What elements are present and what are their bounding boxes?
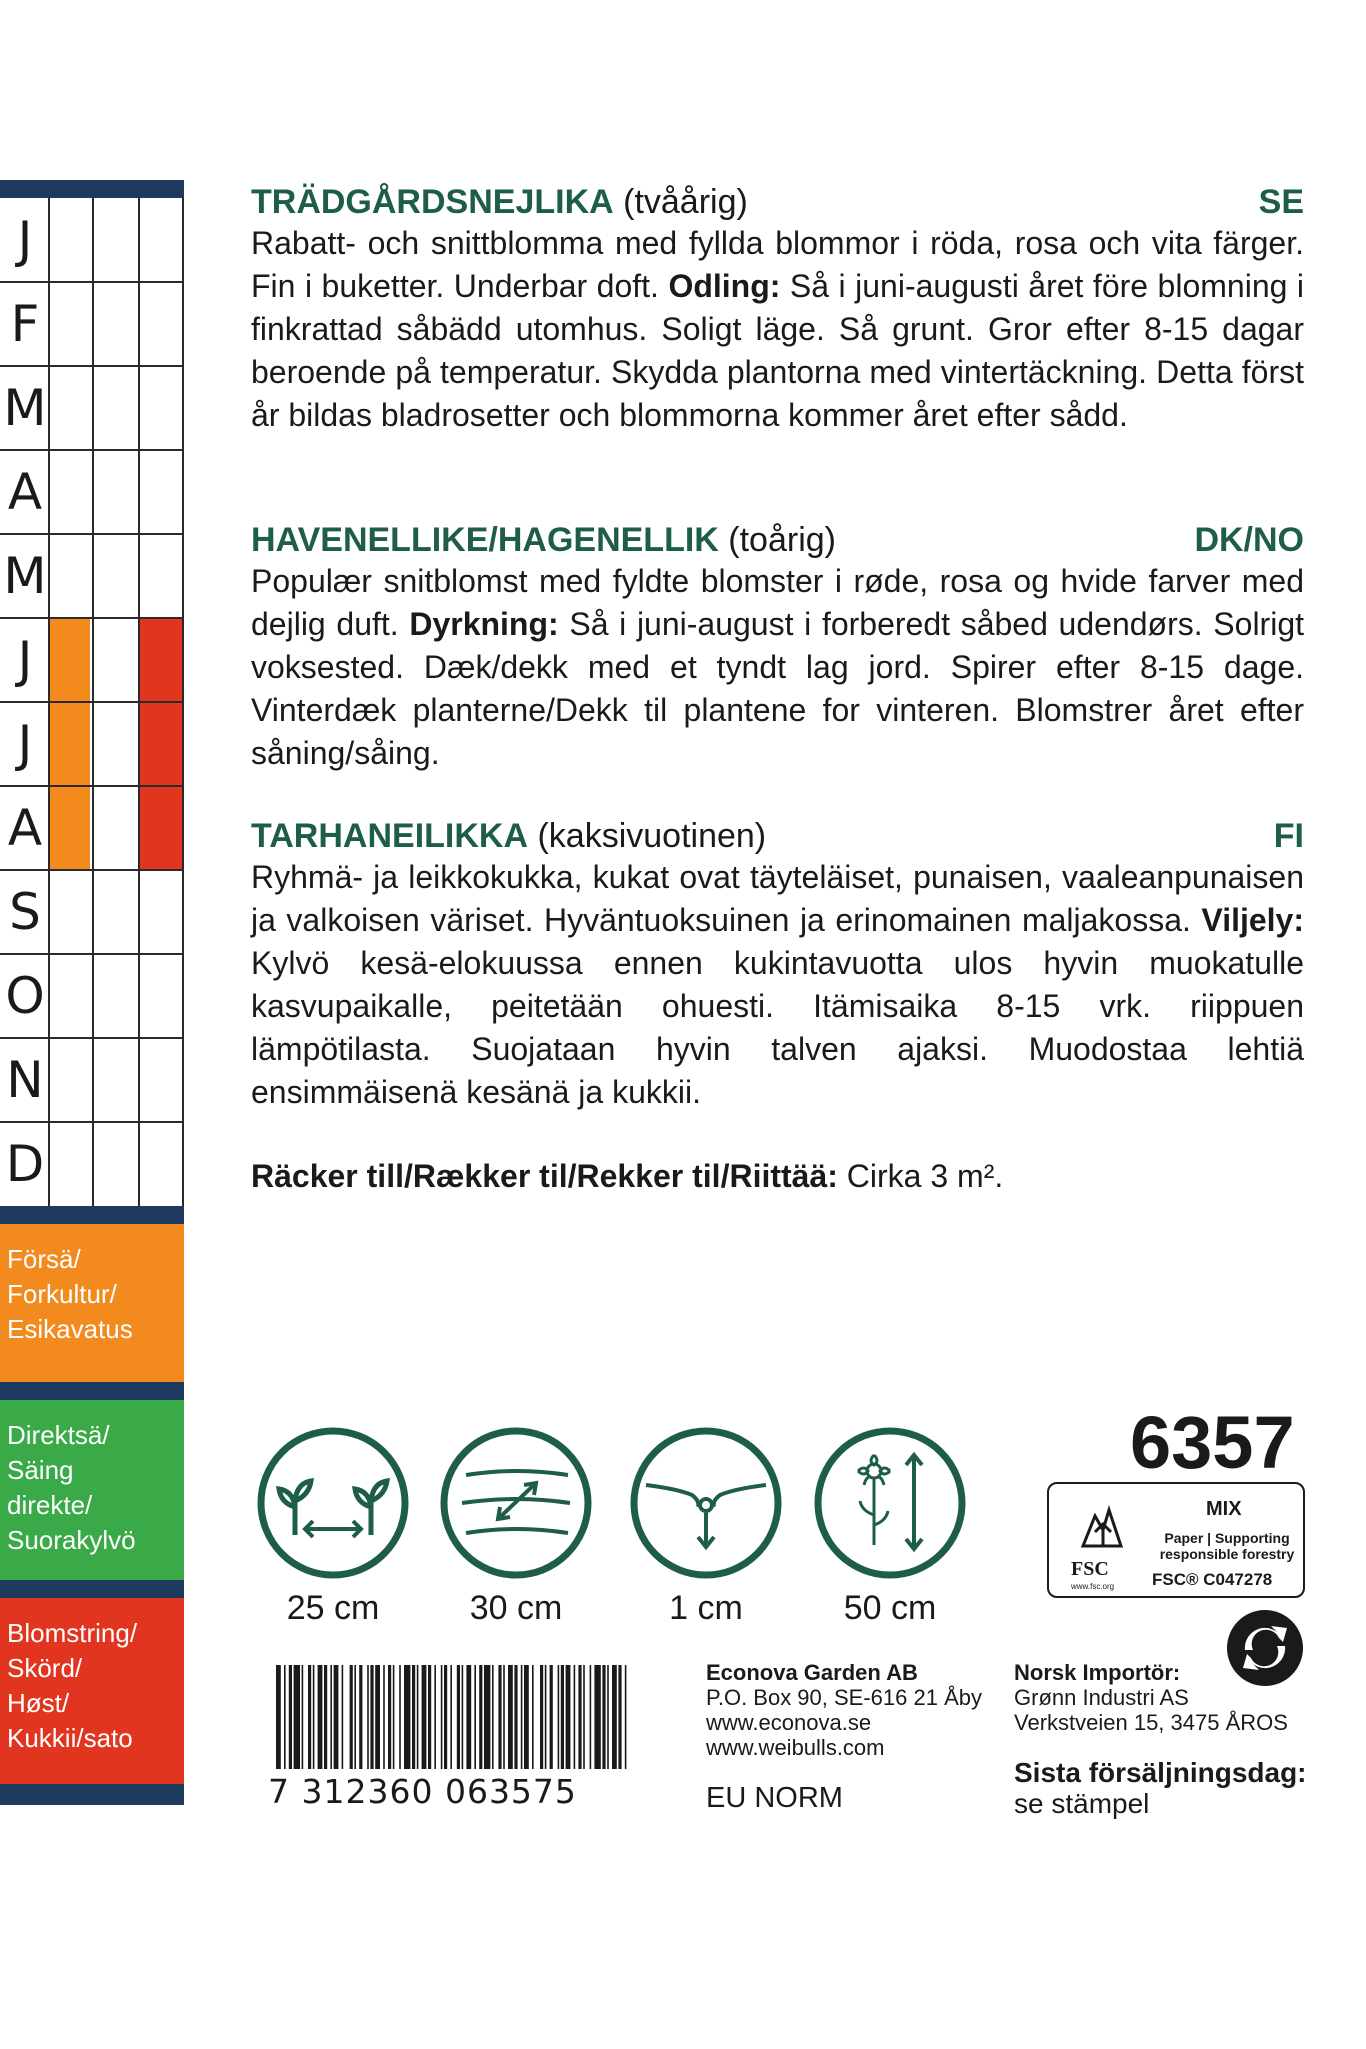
barcode-bar bbox=[393, 1665, 395, 1769]
barcode-bar bbox=[558, 1665, 560, 1769]
calendar-divider-bar bbox=[0, 1580, 184, 1598]
grid-line bbox=[0, 785, 184, 787]
section-swedish bbox=[251, 182, 1304, 437]
barcode-bar bbox=[583, 1665, 585, 1769]
legend-text: Blomstring/ bbox=[7, 1618, 138, 1648]
barcode-bar bbox=[289, 1665, 292, 1769]
row-spacing-icon bbox=[438, 1425, 594, 1581]
barcode-bar bbox=[404, 1665, 410, 1769]
barcode-bar bbox=[375, 1665, 380, 1769]
barcode-bar bbox=[514, 1665, 517, 1769]
company-name: Econova Garden AB bbox=[706, 1660, 918, 1685]
grid-line bbox=[0, 1121, 184, 1123]
grid-line bbox=[138, 198, 140, 1212]
barcode-bar bbox=[370, 1665, 373, 1769]
section-danish-norwegian bbox=[251, 520, 1304, 775]
sowing-calendar bbox=[0, 180, 184, 1823]
legend-text: Direktsä/ bbox=[7, 1420, 110, 1450]
barcode-bar bbox=[618, 1665, 621, 1769]
fsc-mix: MIX bbox=[1206, 1498, 1242, 1520]
description: Rabatt- och snittblomma med fyllda blommor i röda, rosa och vita färger. Fin i buketter. Underbar doft. bbox=[251, 225, 1304, 304]
month-label: J bbox=[17, 631, 33, 689]
barcode-icon bbox=[268, 1665, 638, 1775]
grid-line bbox=[92, 198, 94, 1212]
language-code: FI bbox=[1273, 817, 1304, 855]
legend-text: Säing bbox=[7, 1455, 74, 1485]
barcode-bar bbox=[602, 1665, 605, 1769]
barcode-bar bbox=[625, 1665, 627, 1769]
grid-line bbox=[0, 365, 184, 367]
flowering-cell bbox=[140, 786, 184, 870]
barcode-bar bbox=[540, 1665, 543, 1769]
plant-name: TARHANEILIKKA bbox=[251, 817, 529, 855]
spec-value: 50 cm bbox=[843, 1589, 937, 1627]
barcode-bar bbox=[422, 1665, 427, 1769]
plant-type: (tvåårig) bbox=[613, 183, 748, 221]
last-sale-date bbox=[1014, 1757, 1307, 1819]
language-code: SE bbox=[1258, 183, 1304, 221]
legend-text: Kukkii/sato bbox=[7, 1723, 133, 1753]
section-text bbox=[251, 222, 1304, 437]
barcode-bar bbox=[545, 1665, 547, 1769]
month-label: J bbox=[17, 715, 33, 773]
legend-text: Esikavatus bbox=[7, 1314, 133, 1344]
spec-value: 25 cm bbox=[286, 1589, 380, 1627]
importer-address bbox=[1014, 1660, 1288, 1735]
legend-direct-sowing bbox=[0, 1400, 184, 1580]
grid-line bbox=[0, 281, 184, 283]
barcode-bar bbox=[444, 1665, 447, 1769]
company-website: www.weibulls.com bbox=[706, 1735, 885, 1760]
spec-plant-height bbox=[810, 1425, 970, 1628]
spec-value: 30 cm bbox=[469, 1589, 563, 1627]
month-label: S bbox=[9, 883, 41, 941]
barcode-bar bbox=[484, 1665, 490, 1769]
plant-name: TRÄDGÅRDSNEJLIKA bbox=[251, 183, 614, 221]
fsc-paper: Paper | Supporting responsible forestry bbox=[1159, 1530, 1295, 1562]
section-heading bbox=[251, 520, 1304, 560]
barcode-bar bbox=[434, 1665, 436, 1769]
spec-sowing-depth bbox=[626, 1425, 786, 1628]
month-label: N bbox=[6, 1051, 44, 1109]
barcode-bar bbox=[607, 1665, 609, 1769]
description: Populær snitblomst med fyldte blomster i røde, rosa og hvide farver med dejlig duft. bbox=[251, 563, 1304, 642]
section-heading bbox=[251, 816, 1304, 856]
direct-sowing-cell bbox=[50, 702, 90, 786]
barcode-number: 7 312360 063575 bbox=[268, 1772, 577, 1811]
barcode-bar bbox=[318, 1665, 323, 1769]
calendar-divider-bar bbox=[0, 1382, 184, 1400]
coverage-label: Räcker till/Rækker til/Rekker til/Riittää: bbox=[251, 1158, 838, 1194]
fsc-url: www.fsc.org bbox=[1071, 1582, 1115, 1591]
barcode-bar bbox=[492, 1665, 494, 1769]
section-heading bbox=[251, 182, 1304, 222]
barcode-bar bbox=[284, 1665, 286, 1769]
instructions: Kylvö kesä-elokuussa ennen kukintavuotta ulos hyvin muokatulle kasvupaikalle, peitetään ohuesti. Itämisaika 8-15 vrk. riippuen lämpötilasta. Suojataan hyvin talven ajaksi. Muodostaa lehtiä ensimmäisenä kesänä ja kukkii. bbox=[251, 945, 1304, 1110]
importer-line: Grønn Industri AS bbox=[1014, 1685, 1189, 1710]
month-label: A bbox=[7, 463, 43, 521]
section-text bbox=[251, 856, 1304, 1114]
barcode-bar bbox=[550, 1665, 553, 1769]
barcode-bar bbox=[308, 1665, 311, 1769]
barcode-bar bbox=[412, 1665, 415, 1769]
fsc-wordmark: FSC bbox=[1071, 1558, 1109, 1580]
fsc-tree-logo-icon bbox=[1073, 1496, 1133, 1556]
barcode-bar bbox=[561, 1665, 564, 1769]
last-sale-value: se stämpel bbox=[1014, 1788, 1150, 1819]
barcode-bar bbox=[441, 1665, 443, 1769]
instructions-label: Viljely: bbox=[1201, 902, 1304, 938]
month-label: F bbox=[10, 295, 40, 353]
instructions: Så i juni-august i forberedt såbed udendørs. Solrigt voksested. Dæk/dekk med et tyndt lag jord. Spirer efter 8-15 dage. Vinterdæk planterne/Dekk til plantene for vinteren. Blomstrer året efter såning/såing. bbox=[251, 606, 1304, 771]
instructions-label: Odling: bbox=[668, 268, 781, 304]
grid-line bbox=[0, 701, 184, 703]
barcode-bar bbox=[462, 1665, 464, 1769]
grid-line bbox=[0, 953, 184, 955]
legend-text: Försä/ bbox=[7, 1244, 81, 1274]
legend-text: Forkultur/ bbox=[7, 1279, 117, 1309]
importer-line: Verkstveien 15, 3475 ÅROS bbox=[1014, 1710, 1288, 1735]
barcode-bar bbox=[479, 1665, 482, 1769]
spec-plant-spacing bbox=[253, 1425, 413, 1628]
month-label: O bbox=[5, 967, 45, 1025]
barcode-bar bbox=[466, 1665, 471, 1769]
importer-title: Norsk Importör: bbox=[1014, 1660, 1181, 1685]
barcode-bar bbox=[457, 1665, 460, 1769]
plant-height-icon bbox=[812, 1425, 968, 1581]
barcode-bar bbox=[388, 1665, 391, 1769]
legend-text: direkte/ bbox=[7, 1490, 93, 1520]
plant-type: (toårig) bbox=[718, 521, 836, 559]
month-label: M bbox=[3, 547, 47, 605]
legend-text: Skörd/ bbox=[7, 1653, 83, 1683]
coverage-line bbox=[251, 1158, 1003, 1195]
instructions-label: Dyrkning: bbox=[409, 606, 559, 642]
barcode-bar bbox=[532, 1665, 534, 1769]
spec-row-spacing bbox=[436, 1425, 596, 1628]
legend-flowering-harvest bbox=[0, 1598, 184, 1784]
barcode-bar bbox=[450, 1665, 452, 1769]
grid-line bbox=[0, 449, 184, 451]
barcode-bar bbox=[474, 1665, 476, 1769]
grid-line bbox=[0, 533, 184, 535]
barcode-bar bbox=[612, 1665, 617, 1769]
legend-indoor-sowing bbox=[0, 1224, 184, 1382]
grid-line bbox=[48, 198, 50, 1212]
article-number: 6357 bbox=[1130, 1401, 1295, 1484]
calendar-bottom-bar bbox=[0, 1784, 184, 1805]
fsc-code: FSC® C047278 bbox=[1152, 1570, 1273, 1589]
grid-line bbox=[0, 869, 184, 871]
language-code: DK/NO bbox=[1194, 521, 1304, 559]
direct-sowing-cell bbox=[50, 618, 90, 702]
barcode-bar bbox=[367, 1665, 369, 1769]
fsc-label bbox=[1047, 1482, 1305, 1598]
grid-line bbox=[182, 198, 184, 1212]
barcode-bar bbox=[313, 1665, 315, 1769]
barcode-bar bbox=[428, 1665, 431, 1769]
barcode-bar bbox=[503, 1665, 505, 1769]
eu-norm: EU NORM bbox=[706, 1782, 843, 1814]
barcode-bar bbox=[350, 1665, 353, 1769]
barcode-bar bbox=[417, 1665, 419, 1769]
calendar-top-bar bbox=[0, 180, 184, 198]
company-line: P.O. Box 90, SE-616 21 Åby bbox=[706, 1685, 982, 1710]
barcode-bar bbox=[590, 1665, 592, 1769]
plant-type: (kaksivuotinen) bbox=[528, 817, 767, 855]
plant-name: HAVENELLIKE/HAGENELLIK bbox=[251, 521, 719, 559]
grid-line bbox=[0, 1037, 184, 1039]
barcode-bar bbox=[524, 1665, 529, 1769]
plant-spacing-icon bbox=[255, 1425, 411, 1581]
barcode-bar bbox=[302, 1665, 304, 1769]
section-finnish bbox=[251, 816, 1304, 1114]
barcode-bar bbox=[324, 1665, 327, 1769]
spec-value: 1 cm bbox=[669, 1589, 743, 1627]
barcode-bar bbox=[574, 1665, 576, 1769]
last-sale-title: Sista försäljningsdag: bbox=[1014, 1757, 1307, 1788]
month-label: J bbox=[17, 211, 33, 269]
flowering-cell bbox=[140, 702, 184, 786]
barcode-bar bbox=[566, 1665, 571, 1769]
barcode-bar bbox=[508, 1665, 513, 1769]
sowing-depth-icon bbox=[628, 1425, 784, 1581]
barcode-bar bbox=[330, 1665, 332, 1769]
direct-sowing-cell bbox=[50, 786, 90, 870]
barcode-bar bbox=[594, 1665, 600, 1769]
company-address bbox=[706, 1660, 982, 1760]
barcode-bar bbox=[342, 1665, 344, 1769]
coverage-value: Cirka 3 m². bbox=[837, 1158, 1004, 1194]
legend-text: Suorakylvö bbox=[7, 1525, 136, 1555]
barcode-bar bbox=[294, 1665, 300, 1769]
barcode-bar bbox=[354, 1665, 356, 1769]
barcode-bar bbox=[578, 1665, 581, 1769]
barcode-bar bbox=[276, 1665, 281, 1769]
barcode-bar bbox=[498, 1665, 501, 1769]
month-label: M bbox=[3, 379, 47, 437]
instructions: Så i juni-augusti året före blomning i finkrattad såbädd utomhus. Soligt läge. Så grunt. Gror efter 8-15 dagar beroende på temperatur. Skydda plantorna med vintertäckning. Detta först år bildas bladrosetter och blommorna kommer året efter sådd. bbox=[251, 268, 1305, 433]
legend-text: Høst/ bbox=[7, 1688, 70, 1718]
barcode-bar bbox=[334, 1665, 339, 1769]
barcode-bar bbox=[383, 1665, 385, 1769]
description: Ryhmä- ja leikkokukka, kukat ovat täyteläiset, punaisen, vaaleanpunaisen ja valkoisen väriset. Hyväntuoksuinen ja erinomainen maljakossa. bbox=[251, 859, 1304, 938]
barcode-bar bbox=[399, 1665, 401, 1769]
barcode-bar bbox=[521, 1665, 523, 1769]
grid-line bbox=[0, 617, 184, 619]
company-website: www.econova.se bbox=[706, 1710, 872, 1735]
month-label: D bbox=[5, 1135, 45, 1193]
month-label: A bbox=[7, 799, 43, 857]
section-text bbox=[251, 560, 1304, 775]
barcode-bar bbox=[359, 1665, 362, 1769]
flowering-cell bbox=[140, 618, 184, 702]
calendar-divider-bar bbox=[0, 1206, 184, 1224]
